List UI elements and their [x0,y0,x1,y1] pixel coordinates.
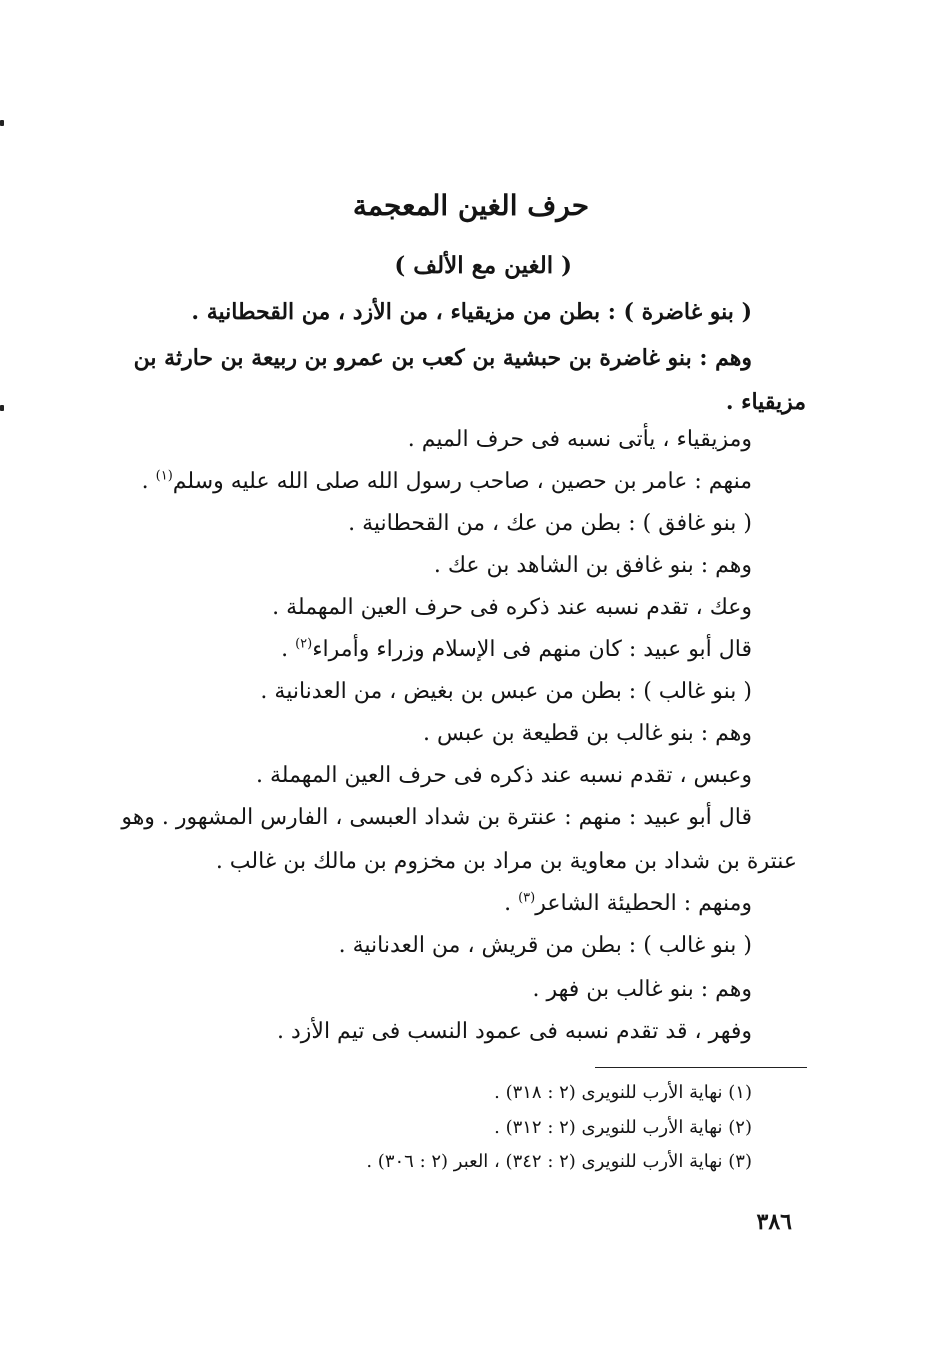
line-end: . [504,891,519,916]
body-line: وهم : بنو غاضرة بن حبشية بن كعب بن عمرو بن ربيعة بن حارثة بن [133,345,752,371]
body-line: ( بنو غاضرة ) : بطن من مزيقياء ، من الأزد ، من القحطانية . [191,299,752,325]
body-line: ( بنو غافق ) : بطن من عك ، من القحطانية . [348,511,752,536]
footnote: (٣) نهاية الأرب للنويرى (٢ : ٣٤٢) ، العبر (٢ : ٣٠٦) . [366,1151,752,1172]
body-line: ( بنو غالب ) : بطن من عبس بن بغيض ، من العدنانية . [260,679,752,704]
body-line: وفهر ، قد تقدم نسبه فى عمود النسب فى تيم الأزد . [277,1019,752,1044]
page-number: ٣٨٦ [756,1209,792,1235]
scan-mark [0,120,4,126]
footnote: (٢) نهاية الأرب للنويرى (٢ : ٣١٢) . [494,1117,752,1138]
body-line-text: قال أبو عبيد : كان منهم فى الإسلام وزراء وأمراء [312,637,752,662]
footnote-ref: (٢) [295,636,313,652]
body-line: ومزيقياء ، يأتى نسبه فى حرف الميم . [407,427,752,452]
chapter-title: حرف الغين المعجمة [352,189,589,222]
body-line: وعك ، تقدم نسبه عند ذكره فى حرف العين المهملة . [272,595,752,620]
line-end: . [141,469,156,494]
body-line: وهم : بنو غافق بن الشاهد بن عك . [433,553,752,578]
footnote-ref: (١) [155,468,173,484]
footnote-ref: (٣) [518,890,536,906]
body-line: وعبس ، تقدم نسبه عند ذكره فى حرف العين المهملة . [256,763,752,788]
section-subtitle: ( الغين مع الألف ) [394,252,572,279]
body-line [142,466,752,498]
line-end: . [281,637,296,662]
body-line: وهم : بنو غالب بن قطيعة بن عبس . [422,721,752,746]
body-line: قال أبو عبيد : منهم : عنترة بن شداد العبسى ، الفارس المشهور . وهو [121,805,752,830]
footnote: (١) نهاية الأرب للنويرى (٢ : ٣١٨) . [494,1082,752,1103]
body-line: عنترة بن شداد بن معاوية بن مراد بن مخزوم بن مالك بن غالب . [215,849,797,874]
body-line: مزيقياء . [725,389,806,415]
body-line: وهم : بنو غالب بن فهر . [532,977,752,1002]
body-line: ( بنو غالب ) : بطن من قريش ، من العدنانية . [338,933,752,958]
body-line-text: منهم : عامر بن حصين ، صاحب رسول الله صلى الله عليه وسلم [172,469,752,494]
scan-mark [0,405,4,411]
body-line-text: ومنهم : الحطيئة الشاعر [535,891,752,916]
body-line [504,888,752,920]
footnote-separator [595,1067,807,1068]
body-line [281,634,752,666]
